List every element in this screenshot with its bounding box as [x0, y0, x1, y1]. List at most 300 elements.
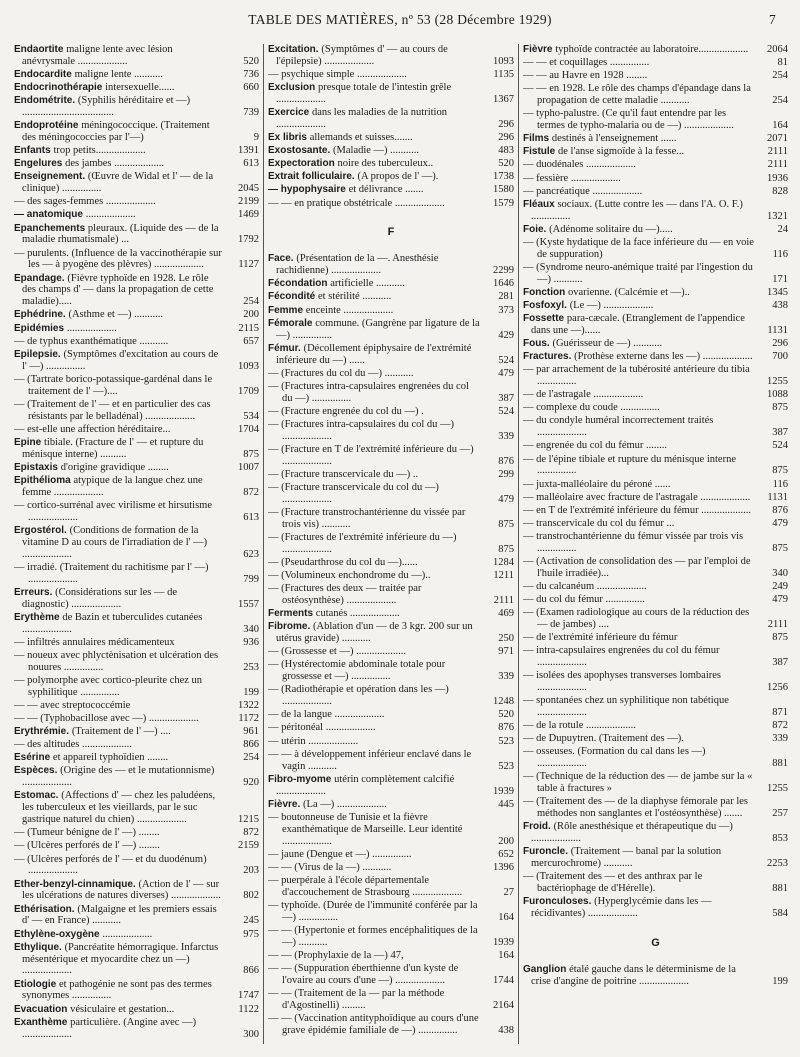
entry-page-number: 2045 [238, 183, 259, 195]
index-entry [14, 82, 259, 94]
entry-text: atypique de la langue chez une femme ................... [22, 474, 203, 498]
index-entry [268, 343, 514, 367]
entry-text: — est-elle une affection héréditaire... [14, 423, 171, 435]
entry-text: — (Fractures du col du —) ........... [268, 367, 414, 379]
entry-text: (Décollement épiphysaire de l'extrémité inférieure du —) ...... [276, 342, 472, 366]
entry-page-number: 872 [243, 827, 259, 839]
entry-page-number: 1322 [238, 699, 259, 711]
entry-text: — transtrochantérienne du fémur vissée par trois vis ............... [523, 530, 744, 554]
entry-text: — typhoïde. (Durée de l'immunité conférée par la —) ............... [268, 899, 478, 923]
entry-text: — — (Hypertonie et formes encéphalitiques de la —) ........... [268, 924, 478, 948]
entry-keyword: Enseignement. [14, 171, 88, 183]
entry-page-number: 1704 [238, 423, 259, 435]
index-entry [14, 437, 259, 461]
entry-page-number: 875 [772, 465, 788, 477]
index-entry [523, 364, 788, 388]
index-entry [523, 108, 788, 132]
index-entry [14, 840, 259, 852]
index-entry [268, 532, 514, 556]
entry-page-number: 875 [772, 632, 788, 644]
index-entry [268, 963, 514, 987]
index-entry [14, 424, 259, 436]
entry-keyword: Ethylène-oxygène [14, 928, 103, 940]
entry-text: (Affections d' — chez les paludéens, les tuberculeux et les vieillards, par le suc gastrique naturel du chien) ................... [22, 790, 216, 826]
index-entry [268, 646, 514, 658]
index-entry [523, 159, 788, 171]
entry-page-number: 340 [772, 567, 788, 579]
index-entry [268, 557, 514, 569]
index-entry [523, 771, 788, 795]
entry-page-number: 429 [498, 329, 514, 341]
entry-text: — intra-capsulaires engrenées du col du fémur ................... [523, 645, 720, 669]
entry-text: — typho-palustre. (Ce qu'il faut entendre par les termes de typho-malaria ou de —) ................... [523, 108, 734, 132]
entry-text: — (Traitement des — de la diaphyse fémorale par les méthodes non sanglantes et l'ostéosynthèse) ....... [523, 796, 749, 820]
entry-text: — complexe du coude ............... [523, 402, 660, 414]
entry-text: — de l'épine tibiale et rupture du ménisque interne ............... [523, 453, 736, 477]
index-entry [523, 70, 788, 82]
index-entry [523, 821, 788, 845]
entry-text: — duodénales ................... [523, 159, 636, 171]
index-entry [268, 799, 514, 811]
index-entry [268, 132, 514, 144]
entry-page-number: 2064 [767, 44, 788, 55]
entry-text: (Malgaigne et les premiers essais d' — en France) ........... [22, 903, 217, 927]
entry-text: — des altitudes ................... [14, 739, 132, 751]
entry-page-number: 1131 [767, 491, 788, 503]
entry-page-number: 281 [498, 291, 514, 303]
index-entry [523, 746, 788, 770]
entry-text: utérin complètement calcifié ................... [276, 773, 455, 797]
entry-text: commune. (Gangrène par ligature de la —) ............... [276, 317, 480, 341]
entry-page-number: 1215 [238, 814, 259, 826]
entry-page-number: 1127 [238, 259, 259, 271]
entry-text: (Conditions de formation de la vitamine D au cours de l'irradiation de l' —) ................... [22, 524, 208, 560]
index-entry [268, 709, 514, 721]
entry-text: — — au Havre en 1928 ........ [523, 70, 648, 82]
entry-page-number: 876 [498, 722, 514, 734]
entry-text: (Origine des — et le mutationnisme) ................... [22, 765, 215, 789]
entry-keyword: Face. [268, 253, 297, 265]
entry-page-number: 1211 [493, 570, 514, 582]
entry-page-number: 1255 [767, 783, 788, 795]
index-entry [14, 525, 259, 561]
entry-keyword: Endométrite. [14, 95, 78, 107]
entry-keyword: Fosfoxyl. [523, 299, 570, 311]
entry-keyword: — hypophysaire [268, 184, 349, 196]
entry-page-number: 2111 [767, 159, 788, 171]
entry-text: (Maladie —) ........... [333, 145, 420, 157]
entry-page-number: 1936 [767, 172, 788, 184]
index-entry [268, 736, 514, 748]
index-entry [523, 733, 788, 745]
index-entry [268, 171, 514, 183]
index-entry [14, 44, 259, 68]
index-entry [268, 583, 514, 607]
index-entry [268, 950, 514, 962]
entry-keyword: Fibrome. [268, 621, 314, 633]
entry-page-number: 1367 [493, 94, 514, 105]
index-entry [14, 979, 259, 1003]
index-entry [523, 479, 788, 491]
entry-keyword: Endocardite [14, 69, 75, 80]
index-entry [268, 608, 514, 620]
index-entry [268, 469, 514, 481]
entry-text: — (Kyste hydatique de la face inférieure du — en voie de suppuration) [523, 236, 754, 260]
entry-page-number: 936 [243, 636, 259, 648]
section-letter: F [387, 226, 395, 239]
index-entry [523, 440, 788, 452]
index-entry [14, 500, 259, 524]
entry-text: (Hyperglycémie dans les — récidivantes) ................... [531, 896, 712, 920]
index-entry [14, 323, 259, 335]
entry-text: (Traitement — banal par la solution mercurochrome) ........... [531, 846, 722, 870]
entry-keyword: Ether-benzyl-cinnamique. [14, 878, 139, 890]
entry-page-number: 479 [498, 367, 514, 379]
entry-text: (Adénome solitaire du —)..... [549, 223, 673, 235]
entry-text: — (Technique de la réduction des — de jambe sur la « table à fractures » [523, 771, 753, 795]
entry-text: — spontanées chez un syphilitique non tabétique ................... [523, 695, 729, 719]
entry-page-number: 387 [772, 657, 788, 669]
entry-text: — osseuses. (Formation du cal dans les —) ................... [523, 746, 706, 770]
entry-text: — (Fractures intra-capsulaires du col du —) ................... [268, 418, 455, 442]
entry-keyword: Fonction [523, 286, 568, 298]
index-entry [14, 399, 259, 423]
entry-page-number: 1709 [238, 385, 259, 397]
entry-text: — — en 1928. Le rôle des champs d'épandage dans la propagation de cette maladie ........... [523, 83, 751, 107]
entry-page-number: 373 [498, 304, 514, 316]
index-entry [14, 196, 259, 208]
entry-text: — en T de l'extrémité inférieure du fémur ................... [523, 504, 752, 516]
entry-keyword: — anatomique [14, 209, 86, 221]
index-column-1 [14, 44, 259, 1044]
entry-text: — du condyle huméral incorrectement traités ................... [523, 415, 714, 439]
entry-page-number: 339 [772, 733, 788, 745]
entry-text: (Pancréatite hémorragique. Infarctus mésentérique et myocardite chez un —) ................... [22, 941, 219, 977]
entry-page-number: 245 [243, 915, 259, 927]
index-entry [523, 237, 788, 261]
entry-keyword: Engelures [14, 158, 66, 170]
entry-page-number: 876 [772, 504, 788, 516]
index-entry [14, 879, 259, 903]
entry-text: — (Ulcères perforés de l' —) ........ [14, 840, 160, 852]
entry-text: — boutonneuse de Tunisie et la fièvre exanthématique de Marseille. Leur identité ................... [268, 811, 463, 847]
entry-text: — de l'extrémité inférieure du fémur [523, 632, 678, 644]
index-entry [523, 313, 788, 337]
entry-page-number: 2111 [493, 595, 514, 607]
index-entry [14, 95, 259, 119]
index-entry [523, 199, 788, 223]
entry-text: — polymorphe avec cortico-pleurite chez un syphilitique ............... [14, 674, 203, 698]
entry-page-number: 736 [243, 69, 259, 80]
entry-page-number: 250 [498, 633, 514, 645]
entry-page-number: 1396 [493, 861, 514, 873]
entry-text: presque totale de l'intestin grêle ................... [276, 82, 452, 105]
entry-page-number: 300 [243, 1028, 259, 1040]
entry-keyword: Etiologie [14, 978, 59, 990]
index-entry [523, 556, 788, 580]
entry-text: vésiculaire et gestation... [70, 1003, 175, 1015]
entry-text: — (Examen radiologique au cours de la réduction des — de jambes) .... [523, 607, 750, 630]
index-entry [268, 482, 514, 506]
entry-text: para-cæcale. (Etranglement de l'appendice dans une —)...... [531, 313, 745, 336]
entry-keyword: Estomac. [14, 790, 62, 802]
entry-keyword: Froid. [523, 821, 554, 833]
index-entry [523, 454, 788, 478]
entry-page-number: 387 [498, 392, 514, 404]
entry-page-number: 2071 [767, 133, 788, 145]
entry-page-number: 520 [498, 709, 514, 721]
entry-text: ................... [66, 322, 117, 334]
index-entry [268, 291, 514, 303]
entry-text: (Le —) ................... [569, 299, 654, 311]
entry-text: intersexuelle...... [105, 82, 175, 94]
index-entry [14, 223, 259, 247]
index-entry [268, 184, 514, 196]
entry-text: — malléolaire avec fracture de l'astragale ................... [523, 491, 751, 503]
index-entry [14, 752, 259, 764]
index-entry [14, 587, 259, 611]
index-entry [14, 475, 259, 499]
entry-keyword: Ganglion [523, 964, 570, 976]
entry-text: maligne lente ........... [74, 69, 163, 80]
index-entry [14, 158, 259, 170]
entry-text: ................... [102, 928, 153, 940]
entry-page-number: 652 [498, 848, 514, 860]
index-entry [523, 581, 788, 593]
index-entry [14, 675, 259, 699]
entry-page-number: 1093 [493, 55, 514, 67]
entry-page-number: 871 [772, 707, 788, 719]
index-column-3 [523, 44, 788, 1044]
entry-page-number: 296 [772, 338, 788, 350]
entry-page-number: 249 [772, 580, 788, 592]
entry-page-number: 875 [772, 402, 788, 414]
index-entry [268, 318, 514, 342]
index-entry [523, 402, 788, 414]
entry-text: — (Ulcères perforés de l' — et du duodénum) ................... [14, 853, 207, 877]
index-entry [14, 462, 259, 474]
entry-text: — péritonéal ................... [268, 722, 376, 734]
entry-page-number: 1007 [238, 461, 259, 473]
entry-text: allemands et suisses....... [309, 132, 413, 144]
index-columns [14, 44, 788, 1044]
entry-page-number: 1131 [767, 324, 788, 336]
entry-keyword: Films [523, 133, 552, 145]
index-entry [268, 774, 514, 798]
index-entry [523, 670, 788, 694]
entry-page-number: 299 [498, 468, 514, 480]
entry-text: — — (Vaccination antityphoïdique au cours d'une grave épidémie familiale de —) ............... [268, 1012, 479, 1036]
index-entry [14, 929, 259, 941]
index-entry [268, 507, 514, 531]
entry-page-number: 253 [243, 661, 259, 673]
index-entry [523, 300, 788, 312]
entry-page-number: 171 [772, 273, 788, 285]
entry-page-number: 524 [498, 354, 514, 366]
index-entry [14, 827, 259, 839]
entry-text: particulière. (Angine avec —) ................... [22, 1016, 197, 1040]
entry-keyword: Ethérisation. [14, 903, 78, 915]
entry-page-number: 199 [772, 975, 788, 987]
entry-keyword: Erreurs. [14, 586, 56, 598]
entry-page-number: 200 [243, 309, 259, 321]
index-entry [523, 338, 788, 350]
index-entry [268, 69, 514, 81]
entry-text: et pathogénie ne sont pas des termes synonymes ............... [22, 978, 212, 1002]
index-entry [268, 862, 514, 874]
entry-text: — — (Prophylaxie de la —) 47, [268, 949, 404, 961]
entry-page-number: 1088 [767, 389, 788, 401]
entry-text: — — et coquillages ............... [523, 57, 650, 69]
entry-text: — jaune (Dengue et —) ............... [268, 848, 412, 860]
entry-page-number: 853 [772, 833, 788, 845]
entry-text: — — (Virus de la —) ........... [268, 861, 392, 873]
entry-text: — puerpérale à l'école départementale d'accouchement de Strasbourg ................... [268, 874, 463, 898]
index-entry [523, 351, 788, 363]
entry-text: — — en pratique obstétricale ................... [268, 197, 445, 209]
entry-keyword: Exanthème [14, 1016, 71, 1028]
entry-page-number: 975 [243, 928, 259, 940]
entry-text: pleuraux. (Liquide des — de la maladie rhumatismale) ... [22, 222, 219, 246]
index-entry [523, 224, 788, 236]
index-entry [14, 612, 259, 636]
index-entry [268, 158, 514, 170]
entry-text: (Symptômes d' — au cours de l'épilepsie) ................... [276, 44, 448, 67]
entry-keyword: Fémur. [268, 342, 304, 354]
entry-keyword: Exostosante. [268, 145, 334, 157]
entry-keyword: Fièvre. [268, 798, 304, 810]
index-entry [14, 790, 259, 826]
entry-text: tibiale. (Fracture de l' — et rupture du ménisque interne) .......... [22, 436, 204, 460]
index-entry [523, 415, 788, 439]
entry-text: — purulents. (Influence de la vaccinothérapie sur les — à pyogène des plèvres) ................... [14, 247, 222, 271]
entry-text: — — avec streptococcémie [14, 699, 131, 711]
entry-text: (Considérations sur les — de diagnostic) ................... [22, 586, 178, 610]
entry-text: — (Volumineux enchondrome du —).. [268, 570, 431, 582]
entry-keyword: Epilepsie. [14, 348, 64, 360]
entry-page-number: 1284 [493, 556, 514, 568]
index-entry [268, 253, 514, 277]
index-entry [14, 349, 259, 373]
entry-page-number: 920 [243, 777, 259, 789]
entry-text: — — (Typhobacillose avec —) ................... [14, 713, 199, 725]
index-entry [14, 700, 259, 712]
entry-text: — (Traitement de l' — et en particulier des cas résistants par le belladénal) ................... [14, 398, 211, 422]
index-entry [268, 305, 514, 317]
entry-text: — (Syndrome neuro-anémique traité par l'ingestion du —) ........... [523, 261, 753, 285]
entry-page-number: 200 [498, 835, 514, 847]
entry-page-number: 387 [772, 427, 788, 439]
entry-text: (Action de l' — sur les ulcérations de natures diverses) ................... [22, 878, 221, 902]
index-entry [523, 695, 788, 719]
entry-text: — infiltrés annulaires médicamenteux [14, 636, 175, 648]
index-entry [14, 171, 259, 195]
index-entry [14, 309, 259, 321]
entry-page-number: 523 [498, 735, 514, 747]
entry-page-number: 660 [243, 82, 259, 94]
index-entry [268, 107, 514, 131]
entry-text: et délivrance ....... [348, 184, 424, 196]
entry-text: — (Fracture en T de l'extrémité inférieure du —) ................... [268, 443, 474, 467]
entry-page-number: 445 [498, 798, 514, 810]
entry-page-number: 199 [243, 686, 259, 698]
entry-keyword: Furonculoses. [523, 896, 595, 908]
entry-text: — (Hystérectomie abdominale totale pour grossesse et —) ............... [268, 659, 446, 683]
entry-page-number: 1135 [493, 69, 514, 80]
entry-page-number: 438 [498, 1024, 514, 1036]
entry-page-number: 164 [498, 911, 514, 923]
entry-keyword: Endocrinothérapie [14, 82, 106, 94]
entry-page-number: 479 [772, 593, 788, 605]
entry-page-number: 116 [772, 248, 788, 260]
entry-text: — (Fracture transtrochantérienne du vissée par trois vis) ........... [268, 506, 466, 530]
entry-text: — (Grossesse et —) ................... [268, 646, 406, 658]
entry-page-number: 872 [243, 486, 259, 498]
entry-text: cutanés ................... [315, 608, 400, 620]
entry-text: (Œuvre de Widal et l' — de la clinique) ............... [22, 171, 214, 195]
entry-keyword: Endaortite [14, 44, 67, 55]
index-entry [14, 942, 259, 978]
entry-keyword: Esérine [14, 752, 53, 764]
entry-page-number: 1747 [238, 990, 259, 1002]
entry-text: typhoïde contractée au laboratoire................... [555, 44, 749, 55]
entry-text: (Asthme et —) ........... [68, 309, 163, 321]
entry-keyword: Fécondation [268, 278, 331, 290]
entry-page-number: 2111 [767, 146, 788, 158]
entry-keyword: Espèces. [14, 765, 61, 777]
entry-keyword: Epistaxis [14, 461, 61, 473]
entry-text: (Ablation d'un — de 3 kgr. 200 sur un utérus gravide) ........... [276, 621, 473, 645]
index-entry [14, 765, 259, 789]
entry-text: — (Fracture transcervicale du —) .. [268, 468, 419, 480]
entry-keyword: Fous. [523, 338, 553, 350]
column-divider [518, 44, 519, 1044]
entry-page-number: 875 [498, 543, 514, 555]
entry-text: — de la rotule ................... [523, 720, 636, 732]
entry-page-number: 623 [243, 548, 259, 560]
entry-keyword: Fibro-myome [268, 773, 335, 785]
index-entry [268, 444, 514, 468]
index-entry [268, 749, 514, 773]
index-entry [523, 846, 788, 870]
entry-text: — utérin ................... [268, 735, 359, 747]
index-entry [14, 1004, 259, 1016]
index-entry [523, 133, 788, 145]
entry-text: noire des tuberculeux.. [337, 158, 434, 170]
index-entry [14, 562, 259, 586]
entry-page-number: 1255 [767, 376, 788, 388]
index-entry [14, 69, 259, 81]
index-entry [523, 871, 788, 895]
entry-text: (Traitement de l' —) .... [71, 726, 171, 738]
entry-text: (Syphilis héréditaire et —) ................................... [22, 95, 191, 119]
entry-text: — (Radiothérapie et opération dans les —) ................... [268, 684, 449, 708]
index-entry [523, 964, 788, 988]
entry-page-number: 1122 [238, 1003, 259, 1015]
entry-page-number: 1345 [767, 286, 788, 298]
index-entry [268, 44, 514, 68]
entry-text: ovarienne. (Calcémie et —).. [568, 286, 690, 298]
entry-text: — — (Suppuration éberthienne d'un kyste de l'ovaire au cours d'une —) ................... [268, 962, 459, 986]
entry-keyword: Furoncle. [523, 846, 571, 858]
entry-keyword: Fléaux [523, 198, 558, 210]
entry-text: artificielle ........... [330, 278, 405, 290]
index-entry [14, 1017, 259, 1041]
entry-page-number: 1580 [493, 184, 514, 196]
entry-text: destinés à l'enseignement ...... [551, 133, 677, 145]
entry-keyword: Epanchements [14, 222, 88, 234]
entry-text: — isolées des apophyses transverses lombaires ................... [523, 670, 721, 694]
